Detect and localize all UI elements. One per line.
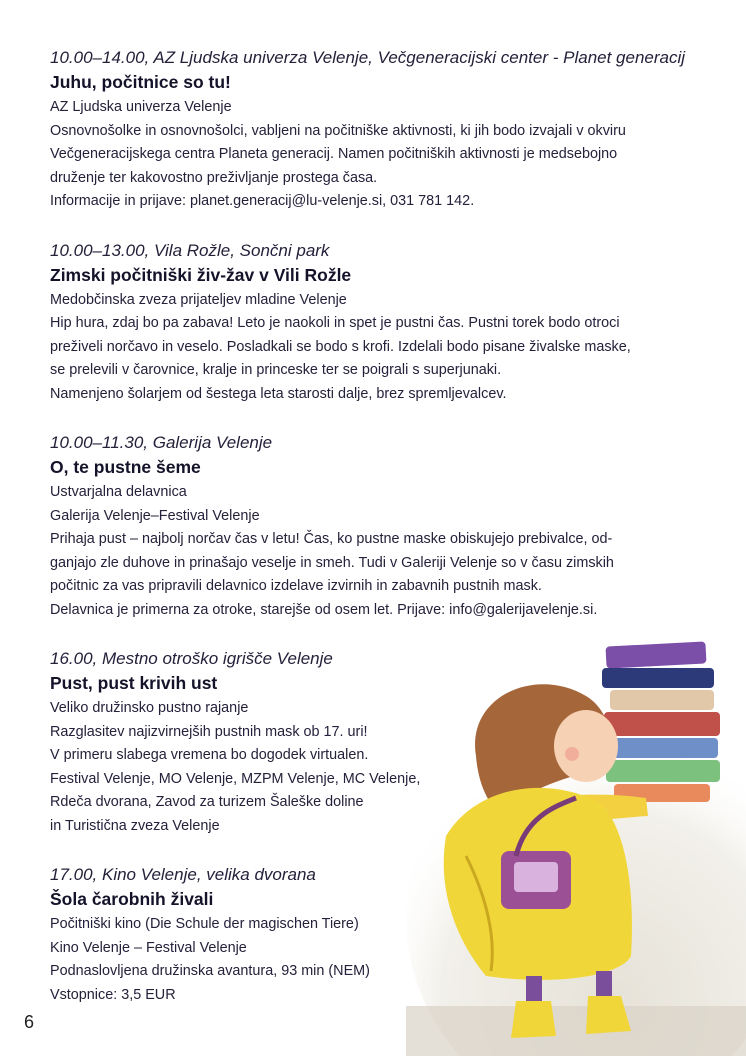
event-item bbox=[50, 647, 730, 838]
event-text-line: Ustvarjalna delavnica bbox=[50, 484, 187, 500]
event-list bbox=[50, 46, 730, 1032]
event-text-line: Rdeča dvorana, Zavod za turizem Šaleške doline bbox=[50, 794, 364, 810]
event-text-line: Hip hura, zdaj bo pa zabava! Leto je naokoli in spet je pustni čas. Pustni torek bodo otroci bbox=[50, 315, 620, 331]
event-item bbox=[50, 46, 730, 214]
event-time-location: 10.00–13.00, Vila Rožle, Sončni park bbox=[50, 240, 330, 260]
event-text-line: Medobčinska zveza prijateljev mladine Velenje bbox=[50, 291, 347, 308]
event-title: Juhu, počitnice so tu! bbox=[50, 72, 231, 92]
event-text-line: Festival Velenje, MO Velenje, MZPM Velenje, MC Velenje, bbox=[50, 770, 421, 787]
event-time-location: 10.00–11.30, Galerija Velenje bbox=[50, 433, 273, 452]
event-text-line: Podnaslovljena družinska avantura, 93 min (NEM) bbox=[50, 963, 370, 979]
event-title: Šola čarobnih živali bbox=[50, 889, 214, 909]
event-time-location: 17.00, Kino Velenje, velika dvorana bbox=[50, 865, 316, 884]
event-title: Zimski počitniški živ-žav v Vili Rožle bbox=[50, 264, 352, 285]
event-text-line: preživeli norčavo in veselo. Posladkali se bodo s krofi. Izdelali bodo pisane živalske maske, bbox=[50, 338, 631, 355]
event-title: O, te pustne šeme bbox=[50, 457, 201, 477]
event-text-line: se prelevili v čarovnice, kralje in princeske ter se poigrali s superjunaki. bbox=[50, 362, 502, 378]
event-text-line: V primeru slabega vremena bo dogodek virtualen. bbox=[50, 747, 369, 763]
event-text-line: počitnic za vas pripravili delavnico izdelave izvirnih in zabavnih pustnih mask. bbox=[50, 578, 542, 594]
event-item bbox=[50, 863, 730, 1007]
page-number: 6 bbox=[24, 1012, 35, 1032]
event-item bbox=[50, 431, 730, 622]
event-text-line: druženje ter kakovostno preživljanje prostega časa. bbox=[50, 169, 378, 186]
event-time-location: 10.00–14.00, AZ Ljudska univerza Velenje, Večgeneracijski center - Planet generacij bbox=[50, 48, 686, 67]
event-text-line: Razglasitev najizvirnejših pustnih mask ob 17. uri! bbox=[50, 723, 368, 740]
event-time-location: 16.00, Mestno otroško igrišče Velenje bbox=[50, 649, 333, 668]
event-price-line: Vstopnice: 3,5 EUR bbox=[50, 986, 176, 1003]
event-text-line: Počitniški kino (Die Schule der magischen Tiere) bbox=[50, 916, 359, 932]
event-contact-line: Informacije in prijave: planet.generacij@lu-velenje.si, 031 781 142. bbox=[50, 193, 475, 209]
event-text-line: ganjajo zle duhove in prinašajo veselje in smeh. Tudi v Galeriji Velenje so v času zimskih bbox=[50, 554, 614, 571]
event-text-line: AZ Ljudska univerza Velenje bbox=[50, 99, 232, 115]
event-text-line: Večgeneracijskega centra Planeta generacij. Namen počitniških aktivnosti je medsebojno bbox=[50, 146, 618, 162]
event-text-line: Kino Velenje – Festival Velenje bbox=[50, 939, 247, 956]
event-title: Pust, pust krivih ust bbox=[50, 673, 218, 693]
event-item bbox=[50, 239, 730, 407]
event-text-line: Prihaja pust – najbolj norčav čas v letu! Čas, ko pustne maske obiskujejo prebivalce, od- bbox=[50, 531, 613, 547]
event-text-line: Namenjeno šolarjem od šestega leta starosti dalje, brez spremljevalcev. bbox=[50, 385, 507, 402]
event-contact-line: Delavnica je primerna za otroke, starejše od osem let. Prijave: info@galerijavelenje.si. bbox=[50, 601, 598, 618]
event-text-line: Galerija Velenje–Festival Velenje bbox=[50, 507, 260, 524]
event-text-line: in Turistična zveza Velenje bbox=[50, 817, 220, 834]
event-text-line: Veliko družinsko pustno rajanje bbox=[50, 700, 249, 716]
event-text-line: Osnovnošolke in osnovnošolci, vabljeni na počitniške aktivnosti, ki jih bodo izvajali v okviru bbox=[50, 122, 626, 139]
